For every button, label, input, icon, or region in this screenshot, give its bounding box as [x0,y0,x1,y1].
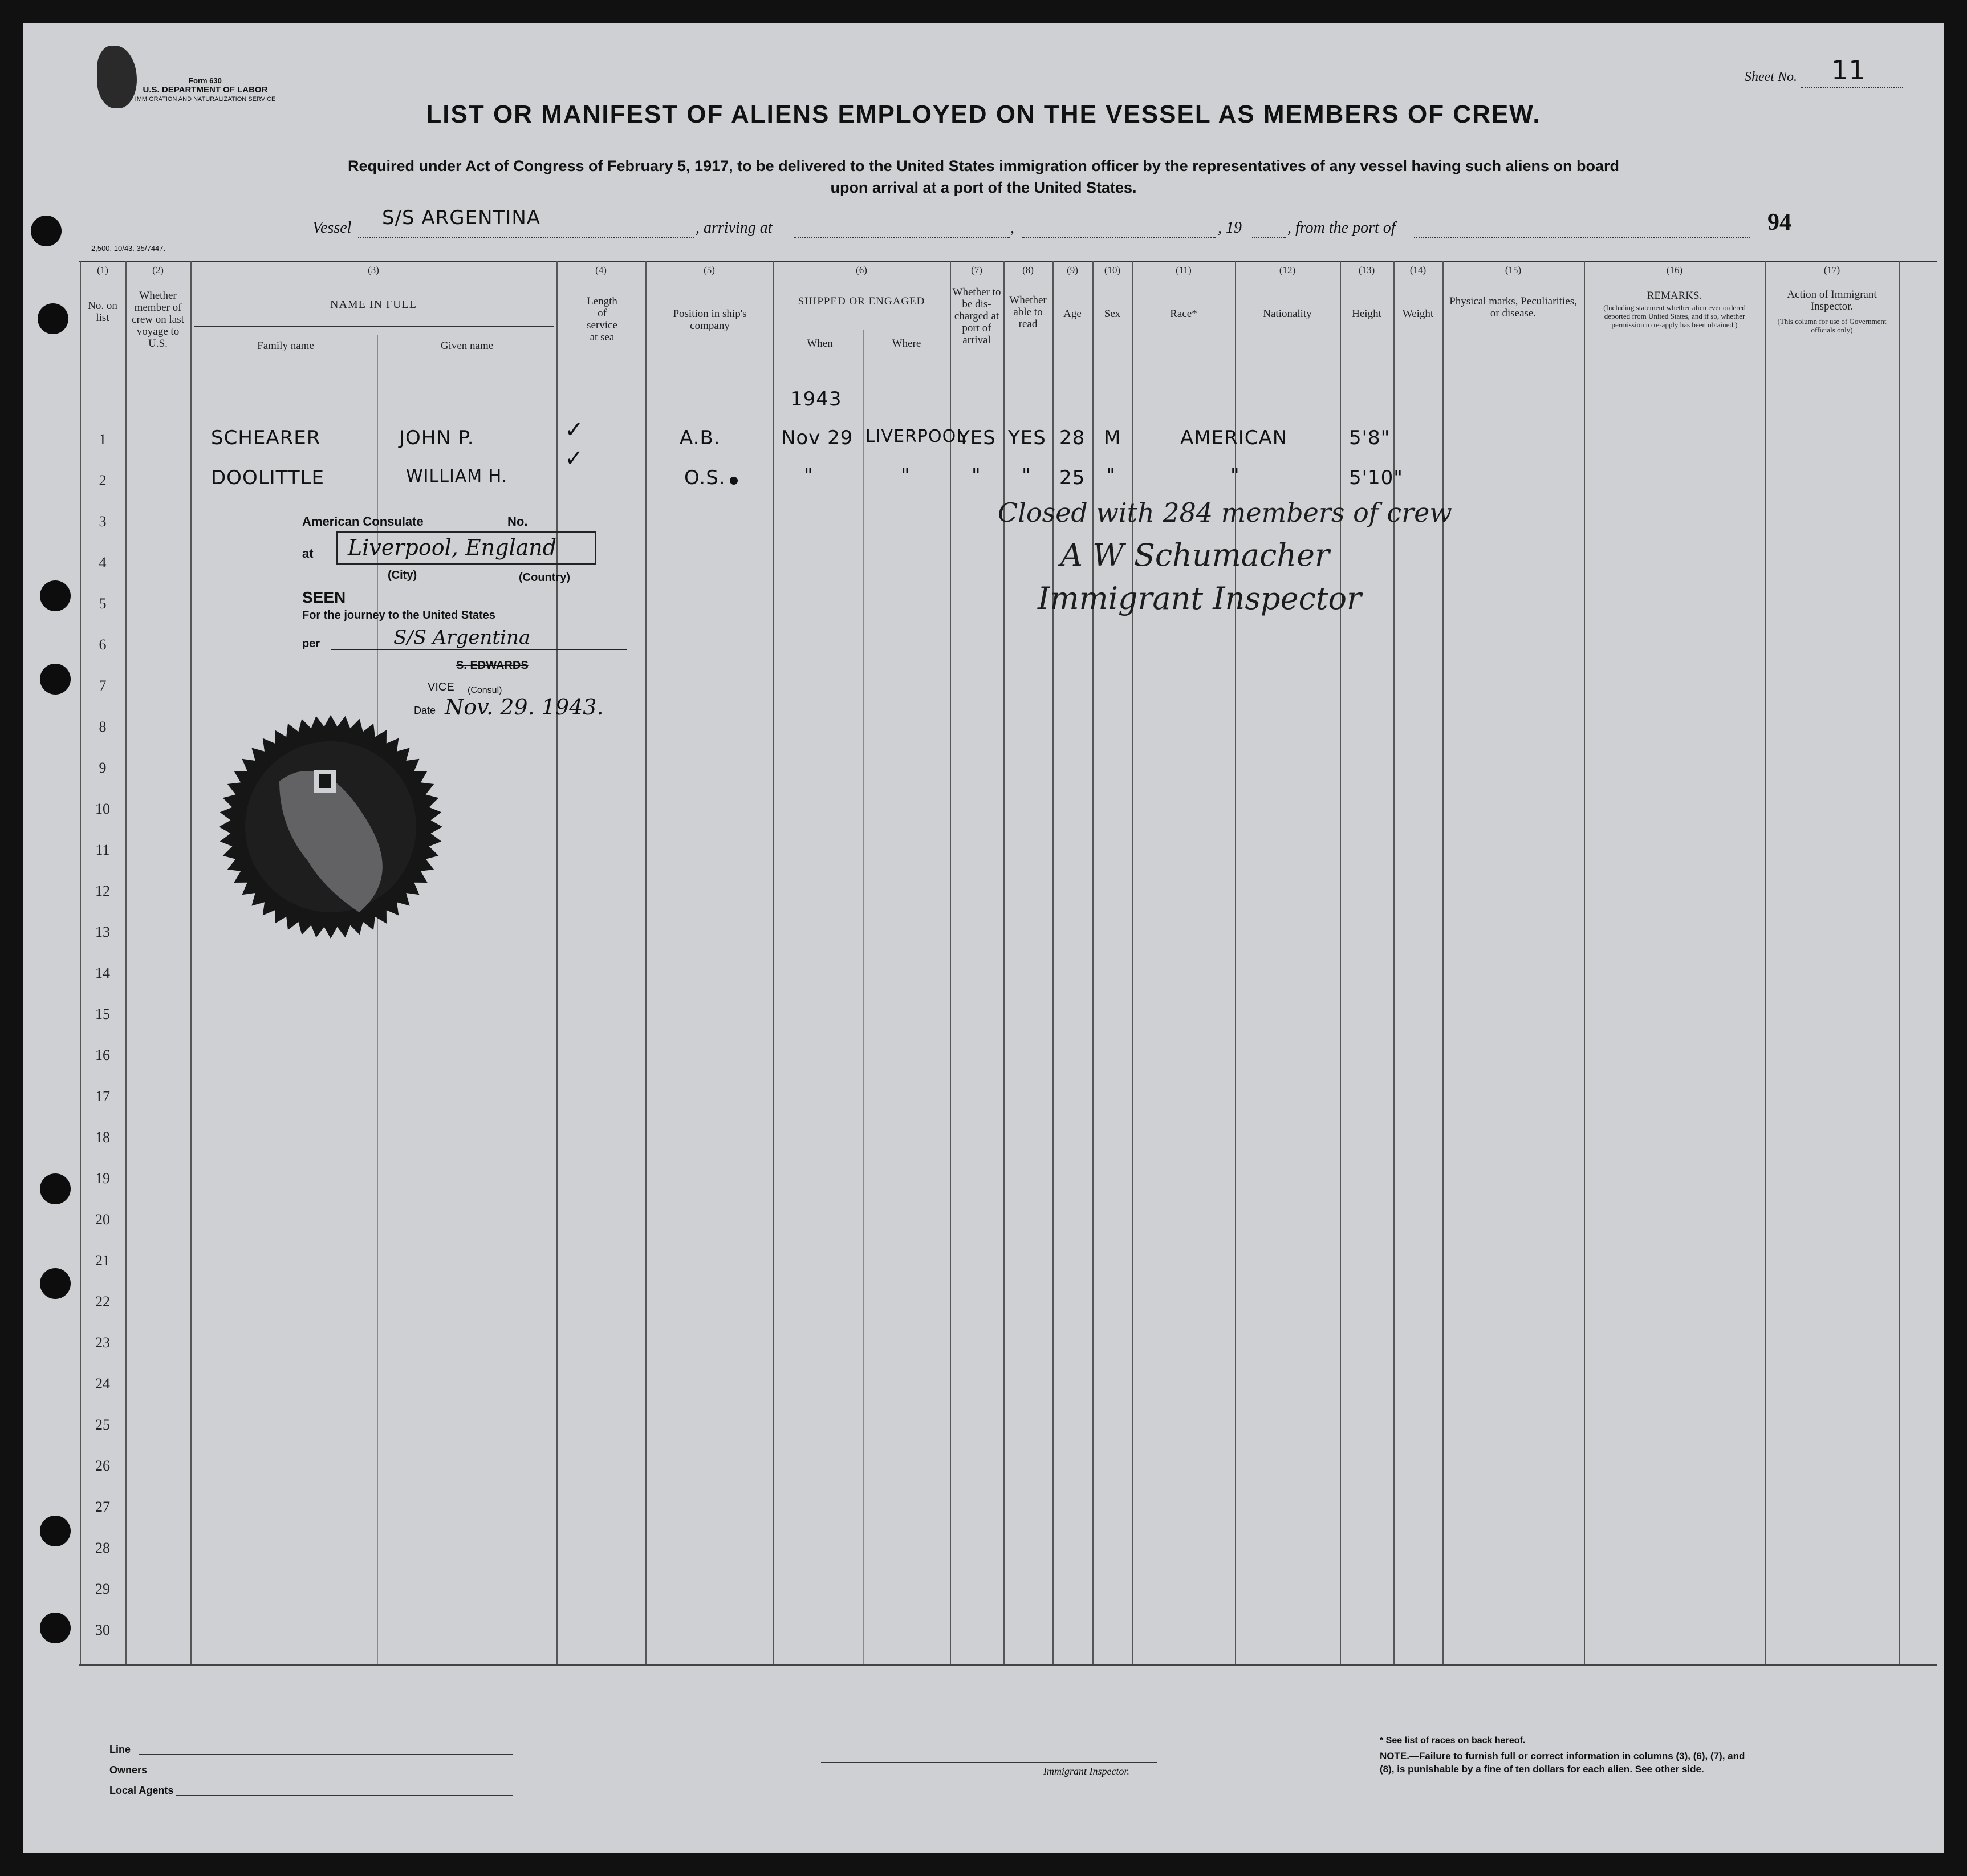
footer-note: NOTE.—Failure to furnish full or correct information in columns (3), (6), (7), and (8), is punishable by a fine of ten dollars for each alien. See other side. [1380,1751,1745,1775]
punch-hole [40,1516,71,1546]
table-bottom-border [79,1664,1937,1666]
sheet-label: Sheet No. [1745,70,1797,84]
port-label: , from the port of [1287,219,1396,237]
col-head-6-where: Where [892,338,921,350]
inspector-title: Immigrant Inspector [1038,580,1362,616]
punch-hole [31,216,62,246]
row-2-race: " [1230,464,1240,487]
col-divider [125,261,127,1664]
row-1-discharged: YES [958,427,996,449]
col-divider [556,261,558,1664]
row-number: 28 [95,1540,110,1556]
row-number: 1 [99,431,107,448]
row-2-position: O.S. [684,466,726,489]
row-2-discharged: " [972,464,981,487]
row-number: 3 [99,513,107,530]
footer-agents-label: Local Agents [109,1785,174,1796]
closing-note: Closed with 284 members of crew [998,497,1452,528]
row-1-where: LIVERPOOL [865,427,966,446]
table-top-border [79,261,1937,262]
vessel-line [358,237,694,238]
col-num-12: (12) [1279,265,1296,275]
form-subtitle-1: Required under Act of Congress of February 5, 1917, to be delivered to the United States immigration officer by the representatives of any vessel having such aliens on board [347,157,1620,174]
col-head-1: No. on list [88,300,117,324]
row-1-given-name: JOHN P. [399,427,474,449]
stamp-city-label: (City) [388,569,417,582]
inspector-signature: A W Schumacher [1060,537,1330,573]
col-head-3: NAME IN FULL [330,298,417,311]
stamp-city-value: Liverpool, England [348,535,557,560]
col-head-17-note: (This column for use of Government officials only) [1777,317,1887,334]
row-2-age: 25 [1059,466,1086,489]
row-number: 7 [99,677,107,694]
col-divider [1132,261,1133,1664]
stamp-country-label: (Country) [519,571,570,584]
row-number: 24 [95,1375,110,1392]
department: U.S. DEPARTMENT OF LABOR [143,85,268,95]
footer-inspector-line [821,1762,1157,1763]
row-number: 23 [95,1334,110,1351]
row-number: 25 [95,1416,110,1433]
row-2-height: 5'10" [1349,466,1403,489]
col-num-16: (16) [1666,265,1683,275]
row-2-able-to-read: " [1022,464,1031,487]
row-1-when: Nov 29 [781,427,854,449]
row-number: 21 [95,1252,110,1269]
form-id-block [114,76,296,104]
row-2-check-mark: ✓ [564,445,584,471]
col-head-8: Whether able to read [1009,294,1047,330]
stamp-city-box [336,531,596,565]
col-divider [80,261,81,1664]
col-num-6: (6) [856,265,867,275]
row-number: 13 [95,924,110,940]
row-number: 29 [95,1581,110,1597]
form-number: Form 630 [189,76,222,85]
col-head-4: Length of service at sea [587,295,617,343]
sheet-line [1801,87,1903,88]
arriving-line [794,237,1010,238]
footer-line-field [139,1754,513,1755]
col-divider [1442,261,1444,1664]
vessel-label: Vessel [312,219,352,237]
service: IMMIGRATION AND NATURALIZATION SERVICE [135,96,276,103]
punch-hole [40,1173,71,1204]
row-1-position: A.B. [680,427,721,449]
name-subheader-line [194,326,554,327]
row-number: 9 [99,760,107,776]
col-num-14: (14) [1409,265,1427,275]
row-number: 12 [95,883,110,899]
col-head-3-family: Family name [257,340,314,352]
stamp-per-label: per [302,637,320,650]
row-2-where: " [901,464,911,487]
col-divider [1340,261,1341,1664]
col-num-11: (11) [1176,265,1192,275]
row-1-year: 1943 [790,388,842,411]
col-num-5: (5) [704,265,715,275]
row-1-family-name: SCHEARER [211,427,321,449]
row-1-age: 28 [1059,427,1086,449]
row-1-check-mark: ✓ [564,417,584,442]
footer-agents-field [176,1795,513,1796]
col-head-14: Weight [1402,308,1434,320]
col-divider [863,330,864,1664]
stamp-journey: For the journey to the United States [302,609,495,622]
form-subtitle-2: upon arrival at a port of the United States. [830,179,1137,196]
row-number: 20 [95,1211,110,1228]
row-number: 10 [95,801,110,817]
col-divider [645,261,647,1664]
row-number: 22 [95,1293,110,1310]
print-code: 2,500. 10/43. 35/7447. [91,244,166,253]
col-num-1: (1) [97,265,108,275]
col-head-2: Whether member of crew on last voyage to U.S. [132,290,184,350]
col-num-7: (7) [971,265,982,275]
row-number: 6 [99,636,107,653]
col-head-5: Position in ship's company [673,308,747,332]
col-head-13: Height [1352,308,1381,320]
row-2-family-name: DOOLITTLE [211,466,325,489]
footer-owners-label: Owners [109,1764,148,1776]
col-head-16: REMARKS. [1647,290,1702,302]
col-head-7: Whether to be dis-charged at port of arrival [952,286,1001,346]
punch-hole [40,1268,71,1299]
row-number: 11 [95,842,110,858]
date-line [1022,237,1216,238]
col-divider [1584,261,1585,1664]
stamp-consul-label: (Consul) [468,685,502,695]
arriving-label: , arriving at [696,219,773,237]
row-number: 5 [99,595,107,612]
stamp-per-line [331,649,627,650]
row-1-height: 5'8" [1349,427,1391,449]
row-1-race: AMERICAN [1180,427,1288,449]
row-number: 26 [95,1457,110,1474]
row-number: 14 [95,965,110,981]
stamp-no-label: No. [507,514,528,529]
col-head-10: Sex [1104,308,1121,320]
stamp-consulate: American Consulate [302,514,424,529]
col-num-17: (17) [1823,265,1840,275]
col-divider [773,261,774,1664]
col-divider [1092,261,1094,1664]
col-head-9: Age [1063,308,1082,320]
col-num-8: (8) [1022,265,1034,275]
row-2-given-name: WILLIAM H. [406,466,508,486]
col-divider [1003,261,1005,1664]
col-num-3: (3) [368,265,379,275]
row-number: 17 [95,1088,110,1105]
col-head-3-given: Given name [440,340,494,352]
col-head-15: Physical marks, Peculiarities, or disease. [1449,295,1577,319]
row-number: 2 [99,472,107,489]
manifest-sheet [23,23,1944,1853]
stamp-seen: SEEN [302,588,346,606]
row-number: 8 [99,718,107,735]
punch-hole [40,580,71,611]
col-num-9: (9) [1067,265,1078,275]
vessel-value: S/S ARGENTINA [382,206,541,229]
embossed-seal [211,696,450,958]
date-comma: , [1010,219,1014,237]
year-label: , 19 [1218,219,1242,237]
punch-hole [40,664,71,695]
col-head-12: Nationality [1263,308,1312,320]
col-num-13: (13) [1358,265,1375,275]
row-number: 30 [95,1622,110,1638]
row-2-when: " [804,464,814,487]
row-number: 4 [99,554,107,571]
col-head-17: Action of Immigrant Inspector. [1787,289,1877,312]
punch-hole [38,303,68,334]
col-num-4: (4) [595,265,607,275]
col-divider [1765,261,1766,1664]
sheet-number: 11 [1831,55,1866,86]
year-line [1252,237,1286,238]
row-number: 16 [95,1047,110,1063]
col-divider [1899,261,1900,1664]
stamp-ship-value: S/S Argentina [393,626,531,649]
page-number: 94 [1767,209,1791,235]
col-divider [950,261,951,1664]
punch-hole [40,1613,71,1643]
row-number: 15 [95,1006,110,1022]
port-line [1414,237,1750,238]
row-number: 27 [95,1499,110,1515]
row-number: 19 [95,1170,110,1187]
col-num-2: (2) [152,265,164,275]
stamp-date-value: Nov. 29. 1943. [445,695,604,720]
stamp-officer: S. EDWARDS [456,659,529,672]
col-head-6: SHIPPED OR ENGAGED [798,295,925,307]
footer-inspector-label: Immigrant Inspector. [1043,1765,1129,1777]
stamp-vice: VICE [428,681,454,693]
col-head-6-when: When [807,338,833,350]
stamp-date-label: Date [414,705,436,716]
row-1-able-to-read: YES [1008,427,1046,449]
col-num-15: (15) [1505,265,1522,275]
stamp-at-label: at [302,546,314,561]
row-1-sex: M [1104,427,1121,449]
col-divider [190,261,192,1664]
col-head-11: Race* [1170,308,1197,320]
row-2-sex: " [1106,464,1116,487]
row-2-position-dot [730,477,738,485]
col-num-10: (10) [1104,265,1121,275]
col-divider [1052,261,1054,1664]
row-number: 18 [95,1129,110,1146]
footer-line-label: Line [109,1744,131,1755]
col-head-16-note: (Including statement whether alien ever ordered deported from United States, and if so, whether permission to re-apply has been obtained.) [1603,303,1746,329]
footer-race-note: * See list of races on back hereof. [1380,1736,1526,1745]
form-title: LIST OR MANIFEST OF ALIENS EMPLOYED ON THE VESSEL AS MEMBERS OF CREW. [426,100,1541,128]
